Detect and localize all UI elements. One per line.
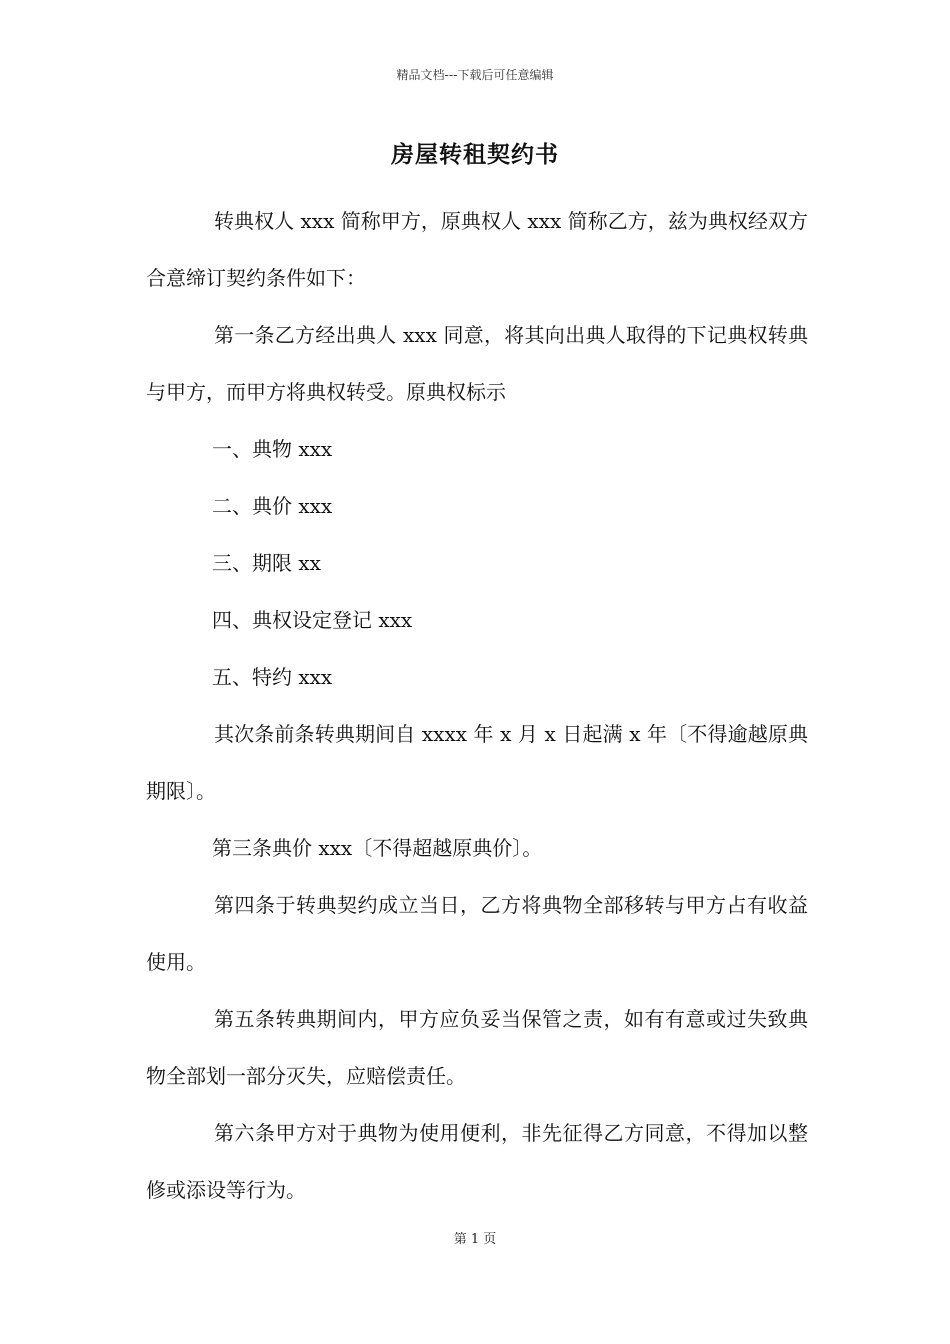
paragraph-article-4: 第四条于转典契约成立当日，乙方将典物全部移转与甲方占有收益使用。 — [146, 893, 808, 974]
paragraph-article-1: 第一条乙方经出典人 xxx 同意，将其向出典人取得的下记典权转典与甲方，而甲方将典权转受。原典权标示 — [146, 323, 808, 404]
document-body — [146, 193, 808, 1219]
paragraph-article-3: 第三条典价 xxx〔不得超越原典价〕。 — [212, 836, 543, 860]
page-header: 精品文档---下载后可任意编辑 — [396, 68, 554, 82]
list-item-special-terms: 五、特约 xxx — [212, 665, 333, 689]
list-item-collateral: 一、典物 xxx — [212, 437, 333, 461]
list-item-term: 三、期限 xx — [212, 551, 321, 575]
document-title: 房屋转租契约书 — [391, 141, 559, 168]
list-item-price: 二、典价 xxx — [212, 494, 333, 518]
paragraph-article-5: 第五条转典期间内，甲方应负妥当保管之责，如有有意或过失致典物全部划一部分灭失，应赔偿责任。 — [146, 1007, 808, 1088]
paragraph-article-6: 第六条甲方对于典物为使用便利，非先征得乙方同意，不得加以整修或添设等行为。 — [146, 1121, 808, 1202]
paragraph-intro: 转典权人 xxx 简称甲方，原典权人 xxx 简称乙方，兹为典权经双方合意缔订契约条件如下： — [146, 209, 808, 290]
page-number: 第 1 页 — [453, 1232, 497, 1247]
list-item-registration: 四、典权设定登记 xxx — [212, 608, 413, 632]
paragraph-article-2: 其次条前条转典期间自 xxxx 年 x 月 x 日起满 x 年〔不得逾越原典期限〕。 — [146, 722, 808, 803]
